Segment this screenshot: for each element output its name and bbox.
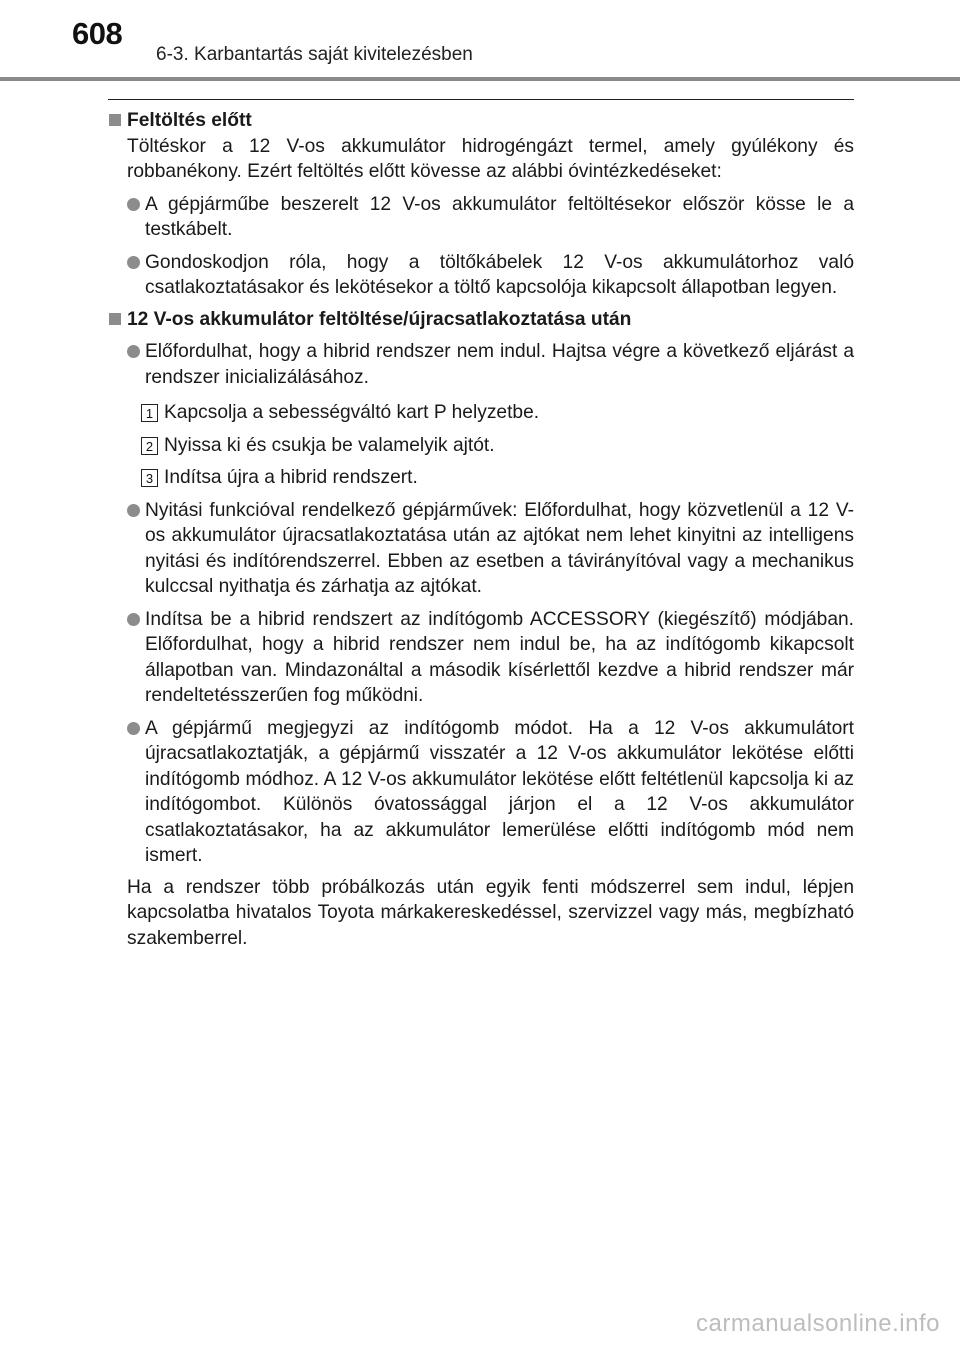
step-item (108, 465, 854, 491)
circle-bullet-icon (127, 504, 140, 517)
circle-bullet-icon (127, 256, 140, 269)
step-number-box: 1 (141, 404, 158, 422)
square-bullet-icon (109, 114, 121, 126)
page-content (108, 108, 854, 951)
step-item (108, 433, 854, 459)
section-heading-text: 12 V-os akkumulátor feltöltése/újracsatlakoztatása után (127, 308, 632, 330)
square-bullet-icon (109, 313, 121, 325)
step-number-box: 3 (141, 469, 158, 487)
list-item (108, 250, 854, 301)
chapter-title: 6-3. Karbantartás saját kivitelezésben (156, 44, 473, 65)
section-heading-after-charging (108, 307, 854, 333)
step-text: Nyissa ki és csukja be valamelyik ajtót. (164, 434, 495, 456)
section-heading-text: Feltöltés előtt (127, 110, 252, 131)
list-item-text: Indítsa be a hibrid rendszert az indítógomb ACCESSORY (kiegészítő) módjában. Előfordulhat, hogy a hibrid rendszer nem indul be, ha az indítógomb kikapcsolt állapotban van. Mindazonáltal a második kísérlettől kezdve a hibrid rendszer már rendeltetésszerűen fog működni. (145, 608, 854, 706)
header-divider (0, 77, 960, 81)
list-item-text: A gépjárműbe beszerelt 12 V-os akkumulátor feltöltésekor először kösse le a testkábelt. (145, 193, 854, 240)
step-text: Kapcsolja a sebességváltó kart P helyzetbe. (164, 402, 540, 423)
list-item (108, 498, 854, 600)
list-item-text: Előfordulhat, hogy a hibrid rendszer nem indul. Hajtsa végre a következő eljárást a rendszer inicializálásához. (145, 341, 854, 388)
circle-bullet-icon (127, 613, 140, 626)
closing-paragraph: Ha a rendszer több próbálkozás után egyik fenti módszerrel sem indul, lépjen kapcsolatba hivatalos Toyota márkakereskedéssel, szervizzel vagy más, megbízható szakemberrel. (127, 876, 854, 949)
step-number-box: 2 (141, 437, 158, 455)
step-item (108, 400, 854, 426)
circle-bullet-icon (127, 198, 140, 211)
content-divider (108, 99, 854, 100)
list-item (108, 339, 854, 390)
page-header (0, 0, 960, 80)
section-intro: Töltéskor a 12 V-os akkumulátor hidrogéngázt termel, amely gyúlékony és robbanékony. Ezért feltöltés előtt kövesse az alábbi óvintézkedéseket: (127, 135, 854, 182)
watermark: carmanualsonline.info (696, 1310, 940, 1337)
list-item (108, 716, 854, 869)
list-item-text: Gondoskodjon róla, hogy a töltőkábelek 12 V-os akkumulátorhoz való csatlakoztatásakor és lekötésekor a töltő kapcsolója kikapcsolt állapotban legyen. (145, 251, 854, 298)
circle-bullet-icon (127, 722, 140, 735)
list-item-text: A gépjármű megjegyzi az indítógomb módot. Ha a 12 V-os akkumulátort újracsatlakoztatják, a gépjármű visszatér a 12 V-os akkumulátor lekötése előtti indítógomb módhoz. A 12 V-os akkumulátor lekötése előtt feltétlenül kapcsolja ki az indítógombot. Különös óvatossággal járjon el a 12 V-os akkumulátor csatlakoztatásakor, ha az akkumulátor lemerülése előtti indítógomb mód nem ismert. (145, 717, 854, 866)
section-heading-before-charging (108, 108, 854, 134)
page-number: 608 (72, 16, 123, 51)
step-text: Indítsa újra a hibrid rendszert. (164, 467, 418, 488)
list-item (108, 192, 854, 243)
circle-bullet-icon (127, 345, 140, 358)
list-item-text: Nyitási funkcióval rendelkező gépjárművek: Előfordulhat, hogy közvetlenül a 12 V-os akkumulátor újracsatlakoztatása után az ajtókat nem lehet kinyitni az intelligens nyitási és indítórendszerrel. Ebben az esetben a távirányítóval vagy a mechanikus kulccsal nyithatja és zárhatja az ajtókat. (145, 499, 854, 597)
list-item (108, 607, 854, 709)
